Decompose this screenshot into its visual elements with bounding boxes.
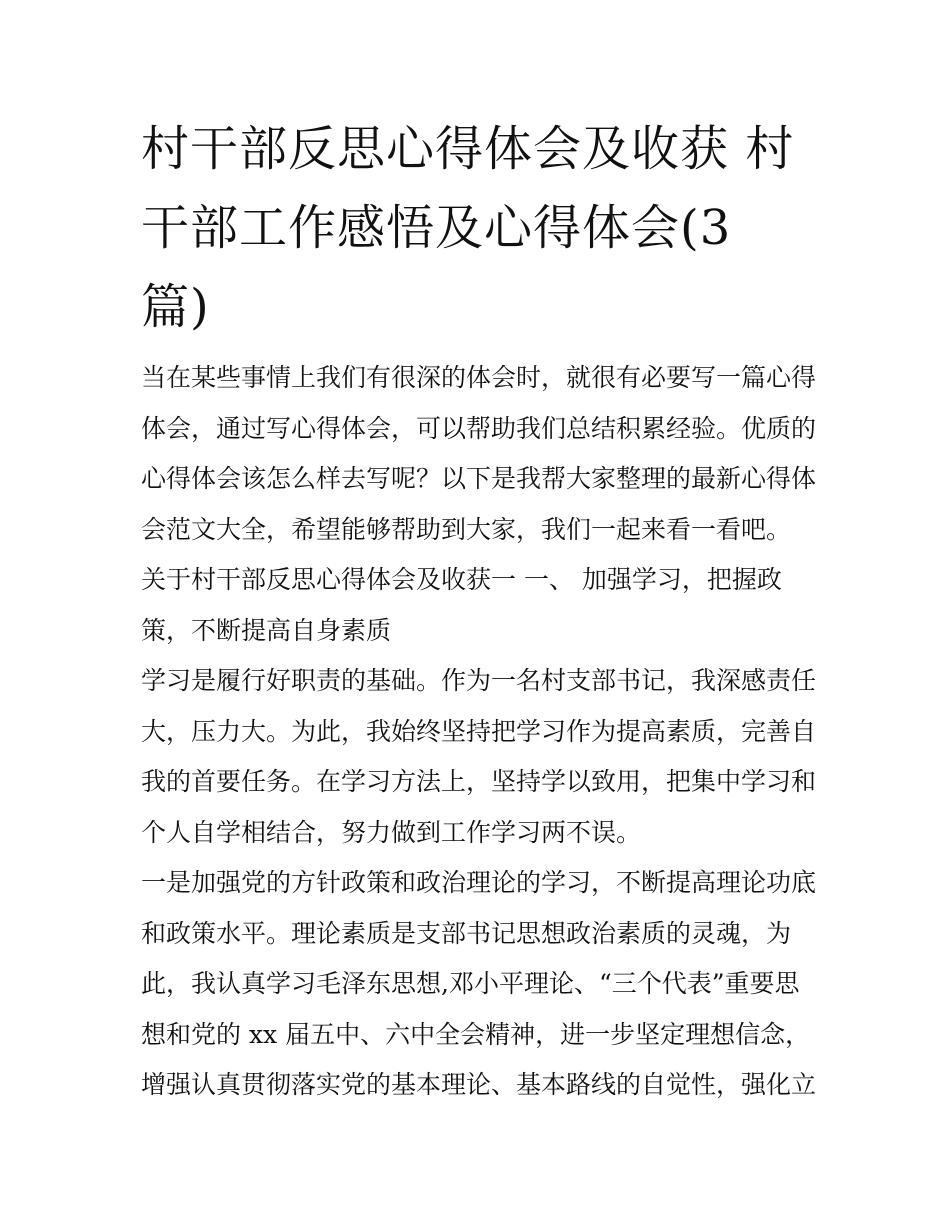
- body-line: 此，我认真学习毛泽东思想,邓小平理论、“三个代表”重要思: [141, 969, 800, 998]
- title-line: 干部工作感悟及心得体会(3: [141, 200, 732, 256]
- body-line: 学习是履行好职责的基础。作为一名村支部书记，我深感责任: [141, 666, 817, 695]
- body-line: 体会，通过写心得体会，可以帮助我们总结积累经验。优质的: [141, 413, 817, 443]
- body-line: 我的首要任务。在学习方法上，坚持学以致用，把集中学习和: [141, 767, 817, 796]
- body-line: 和政策水平。理论素质是支部书记思想政治素质的灵魂，为: [141, 918, 792, 948]
- section-heading-line: 关于村干部反思心得体会及收获一 一、 加强学习，把握政: [141, 565, 782, 594]
- body-line: 心得体会该怎么样去写呢？以下是我帮大家整理的最新心得体: [141, 464, 817, 493]
- body-line: 一是加强党的方针政策和政治理论的学习，不断提高理论功底: [141, 868, 817, 897]
- document-body: [141, 353, 831, 1111]
- title-line: 村干部反思心得体会及收获 村: [141, 121, 795, 177]
- document-title: [141, 110, 821, 347]
- body-line: 大，压力大。为此，我始终坚持把学习作为提高素质，完善自: [141, 716, 817, 746]
- body-line: 增强认真贯彻落实党的基本理论、基本路线的自觉性，强化立: [141, 1070, 817, 1099]
- body-line: 个人自学相结合，努力做到工作学习两不误。: [141, 817, 642, 847]
- body-line: 想和党的 xx 届五中、六中全会精神，进一步坚定理想信念，: [141, 1019, 811, 1049]
- body-line: 当在某些事情上我们有很深的体会时，就很有必要写一篇心得: [141, 363, 817, 392]
- body-line: 会范文大全，希望能够帮助到大家，我们一起来看一看吧。: [141, 514, 792, 544]
- title-line: 篇): [141, 279, 210, 335]
- section-heading-line: 策，不断提高自身素质: [141, 615, 392, 645]
